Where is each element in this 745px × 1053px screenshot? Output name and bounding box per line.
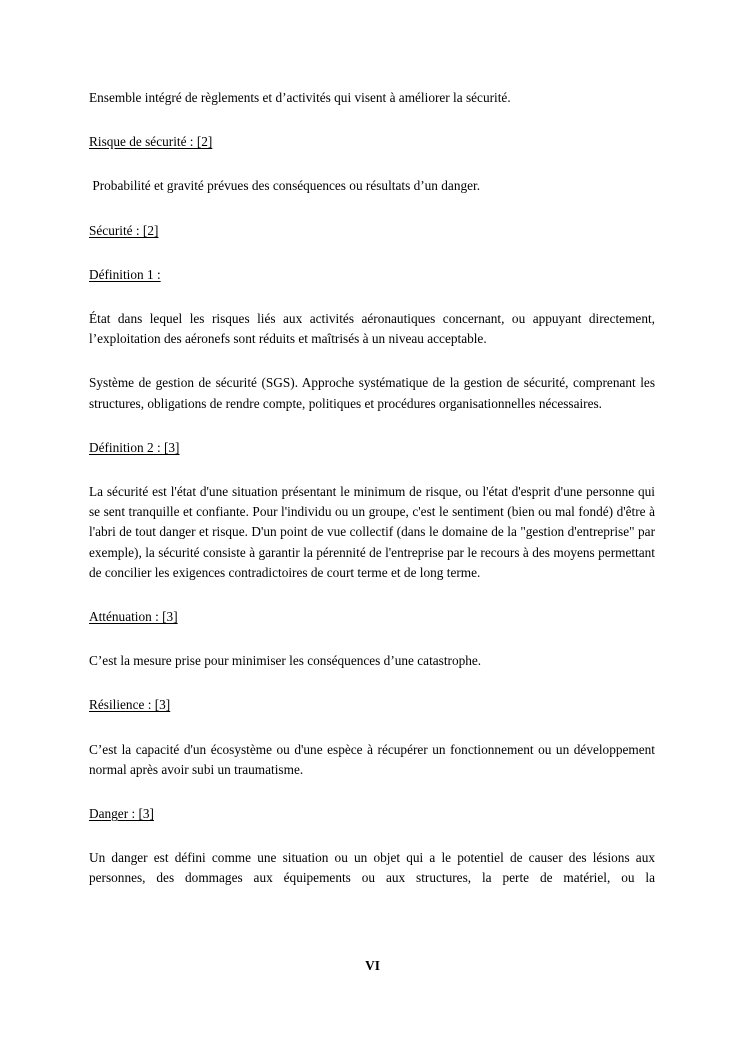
heading-definition-1: Définition 1 :: [89, 266, 161, 282]
paragraph-securite-etat: La sécurité est l'état d'une situation présentant le minimum de risque, ou l'état d'esprit d'une personne qui se sent tranquille et confiante. Pour l'individu ou un groupe, c'est le sentiment (bien ou mal fondé) d'être à l'abri de tout danger et risque. D'un point de vue collectif (dans le domaine de la "gestion d'entreprise" par exemple), la sécurité consiste à garantir la pérennité de l'entreprise par le recours à des moyens permettant de concilier les exigences contradictoires de court terme et de long terme.: [89, 484, 655, 580]
paragraph-danger-definition: Un danger est défini comme une situation ou un objet qui a le potentiel de causer des lésions aux personnes, des dommages aux équipements ou aux structures, la perte de matériel, ou la: [89, 850, 655, 886]
heading-securite: Sécurité : [2]: [89, 222, 159, 238]
heading-resilience: Résilience : [3]: [89, 697, 171, 713]
paragraph-sgs-definition: Ensemble intégré de règlements et d’activités qui visent à améliorer la sécurité.: [89, 90, 511, 105]
heading-danger: Danger : [3]: [89, 806, 154, 822]
heading-risque-securite: Risque de sécurité : [2]: [89, 134, 213, 150]
paragraph-attenuation-definition: C’est la mesure prise pour minimiser les conséquences d’une catastrophe.: [89, 653, 482, 669]
paragraph-risque-definition: Probabilité et gravité prévues des conséquences ou résultats d’un danger.: [89, 178, 481, 194]
heading-definition-2: Définition 2 : [3]: [89, 439, 180, 455]
page-number: VI: [365, 958, 380, 973]
paragraph-etat-definition: État dans lequel les risques liés aux activités aéronautiques concernant, ou appuyant directement, l’exploitation des aéronefs sont réduits et maîtrisés à un niveau acceptable.: [89, 311, 655, 347]
heading-attenuation: Atténuation : [3]: [89, 609, 178, 625]
paragraph-systeme-gestion: Système de gestion de sécurité (SGS). Approche systématique de la gestion de sécurité, comprenant les structures, obligations de rendre compte, politiques et procédures organisationnelles nécessaires.: [89, 375, 655, 411]
document-body: [89, 88, 655, 913]
paragraph-resilience-definition: C’est la capacité d'un écosystème ou d'une espèce à récupérer un fonctionnement ou un développement normal après avoir subi un traumatisme.: [89, 741, 655, 777]
